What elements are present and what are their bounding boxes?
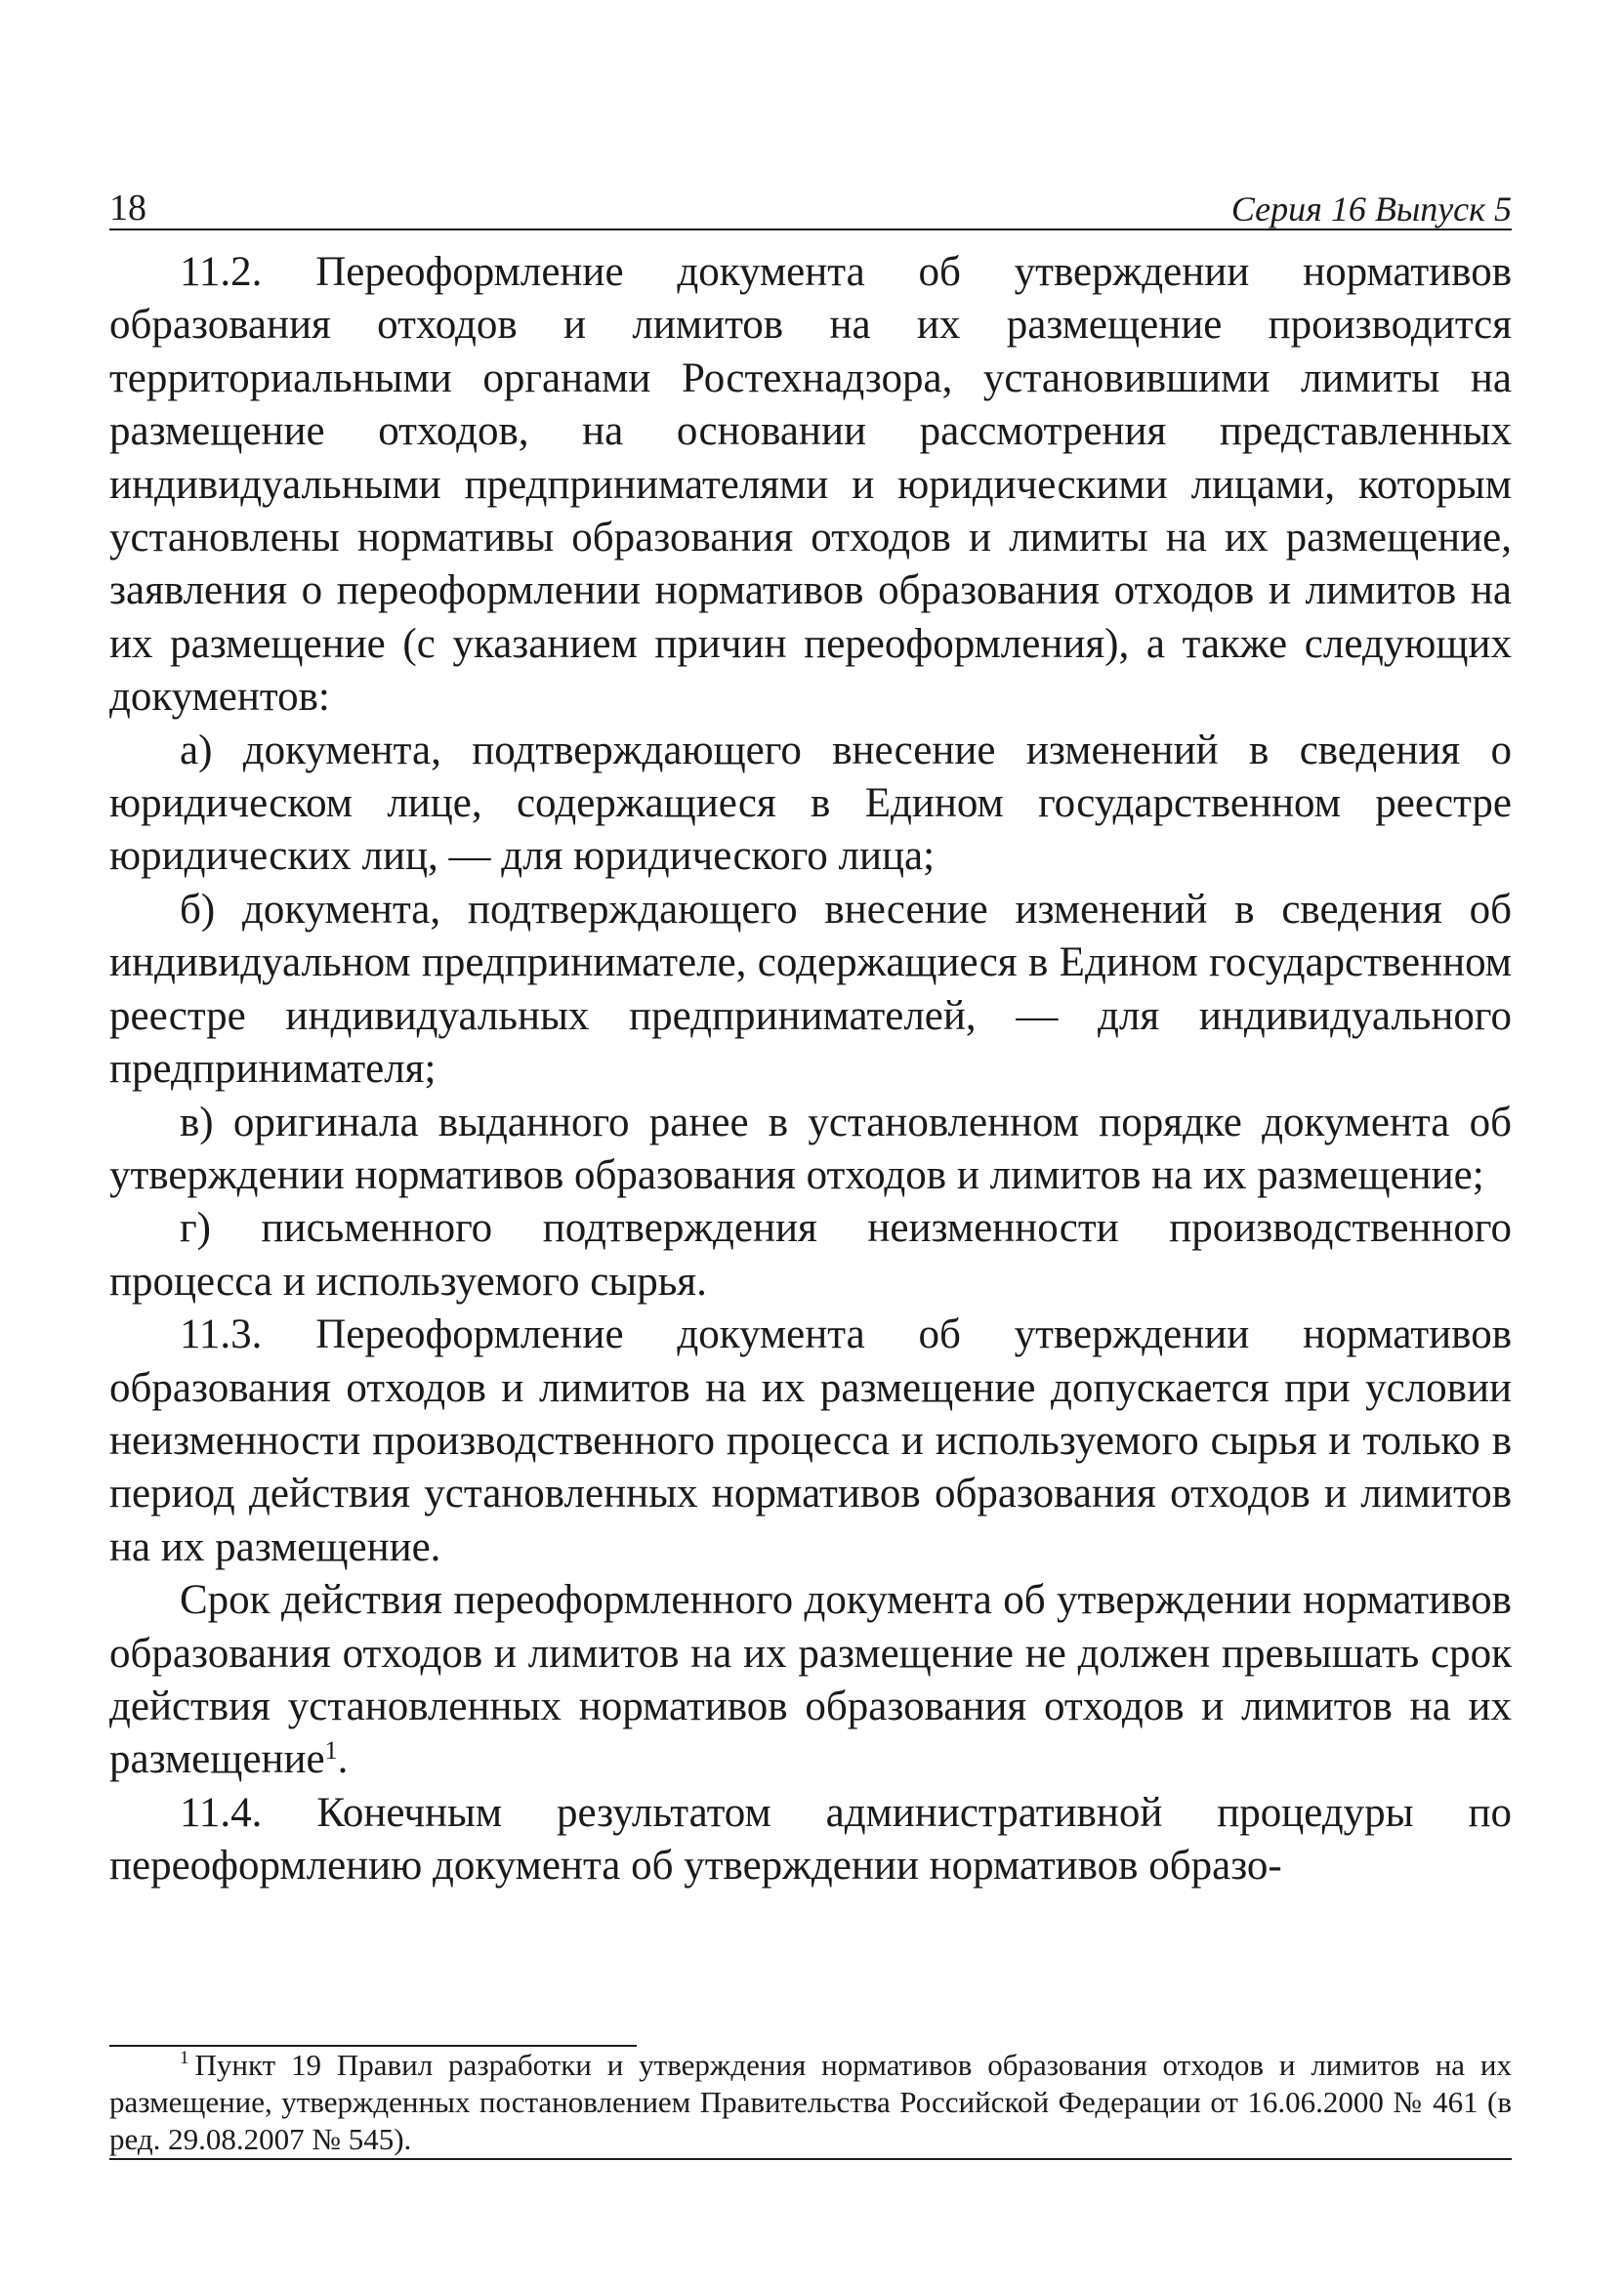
footnote [109, 2047, 1512, 2158]
list-item-b: б) документа, подтверждающего внесение изменений в сведения об индивидуальном предпринимателе, содержащиеся в Едином государственном реестре индивидуальных предпринимателей, — для индивидуального предпринимателя; [109, 886, 1512, 1093]
footnote-text: Пункт 19 Правил разработки и утверждения нормативов образования отходов и лимитов на их размещение, утвержденных постановлением Правительства Российской Федерации от 16.06.2000 № 461 (в ред. 29.08.2007 № 545). [109, 2048, 1512, 2156]
paragraph-term-end: . [337, 1736, 349, 1783]
list-item-g: г) письменного подтверждения неизменности производственного процесса и используемого сырья. [109, 1205, 1512, 1305]
paragraph-term [109, 1574, 1512, 1787]
page-header [109, 186, 1512, 230]
paragraph-term-text: Срок действия переоформленного документа об утверждении нормативов образования отходов и лимитов на их размещение не должен превышать срок действия установленных нормативов образования отходов и лимитов на их размещение [109, 1577, 1512, 1783]
running-head: Серия 16 Выпуск 5 [1230, 189, 1512, 229]
paragraph-11-3: 11.3. Переоформление документа об утверждении нормативов образования отходов и лимитов на их размещение допускается при условии неизменности производственного процесса и используемого сырья и только в период действия установленных нормативов образования отходов и лимитов на их размещение. [109, 1311, 1512, 1570]
list-item-a: а) документа, подтверждающего внесение изменений в сведения о юридическом лице, содержащиеся в Едином государственном реестре юридических лиц, — для юридического лица; [109, 727, 1512, 880]
body-text [109, 246, 1512, 1893]
paragraph-11-2: 11.2. Переоформление документа об утверждении нормативов образования отходов и лимитов на их размещение производится территориальными органами Ростехнадзора, установившими лимиты на размещение отходов, на основании рассмотрения представленных индивидуальными предпринимателями и юридическими лицами, которым установлены нормативы образования отходов и лимиты на их размещение, заявления о переоформлении нормативов образования отходов и лимитов на их размещение (с указанием причин переоформления), а также следующих документов: [109, 249, 1512, 721]
page-number: 18 [109, 187, 146, 229]
footnote-paragraph [109, 2047, 1512, 2158]
paragraph-11-4: 11.4. Конечным результатом административной процедуры по переоформлению документа об утверждении нормативов образо- [109, 1789, 1512, 1890]
footnote-marker: 1 [180, 2048, 189, 2068]
list-item-v: в) оригинала выданного ранее в установленном порядке документа об утверждении нормативов образования отходов и лимитов на их размещение; [109, 1099, 1512, 1198]
bottom-rule [109, 2158, 1512, 2160]
footnote-reference[interactable]: 1 [324, 1736, 338, 1766]
